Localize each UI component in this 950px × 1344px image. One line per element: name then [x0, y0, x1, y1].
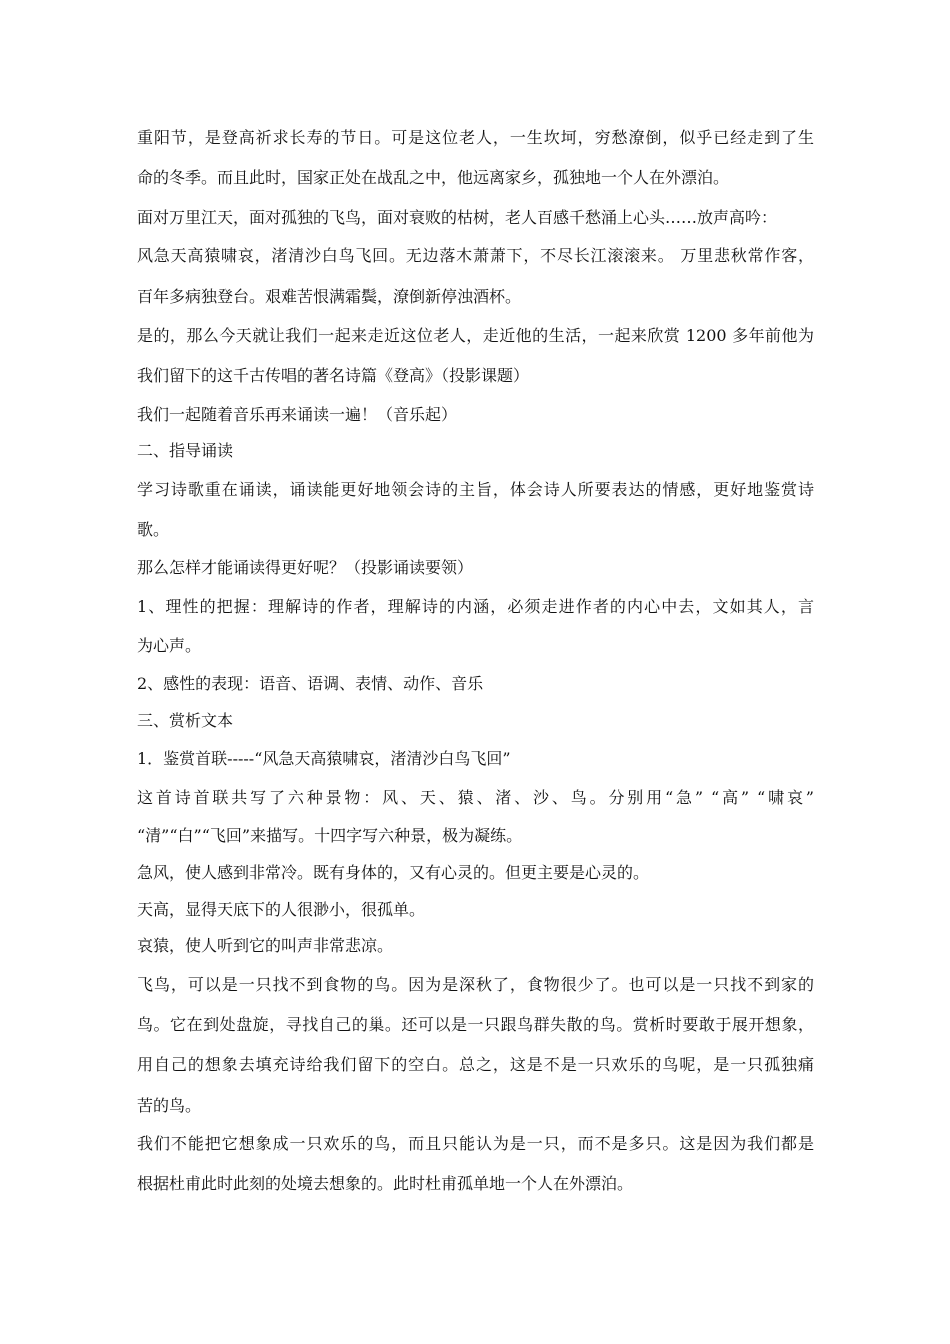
paragraph-line: 面对万里江天，面对孤独的飞鸟，面对衰败的枯树，老人百感千愁涌上心头……放声高吟：	[137, 208, 778, 227]
paragraph-line: 歌。	[137, 520, 170, 539]
list-item: 2、感性的表现：语音、语调、表情、动作、音乐	[137, 674, 484, 693]
paragraph-line: 天高，显得天底下的人很渺小，很孤单。	[137, 900, 426, 919]
paragraph-line: 那么怎样才能诵读得更好呢？（投影诵读要领）	[137, 558, 474, 577]
paragraph-line: 哀猿，使人听到它的叫声非常悲凉。	[137, 936, 394, 955]
paragraph-line: “清”“白”“飞回”来描写。十四字写六种景，极为凝练。	[137, 826, 523, 845]
paragraph-line: 飞鸟，可以是一只找不到食物的鸟。因为是深秋了，食物很少了。也可以是一只找不到家的	[137, 975, 814, 994]
paragraph-line: 是的，那么今天就让我们一起来走近这位老人，走近他的生活，一起来欣赏 1200 多年前他为	[137, 326, 814, 345]
paragraph-line: 用自己的想象去填充诗给我们留下的空白。总之，这是不是一只欢乐的鸟呢，是一只孤独痛	[137, 1055, 814, 1074]
subsection-heading: 1．鉴赏首联-----“风急天高猿啸哀，渚清沙白鸟飞回”	[137, 749, 511, 768]
paragraph-line: 苦的鸟。	[137, 1096, 202, 1115]
paragraph-line: 这首诗首联共写了六种景物：风、天、猿、渚、沙、鸟。分别用“急” “高” “啸哀”	[137, 788, 814, 807]
paragraph-line: 我们留下的这千古传唱的著名诗篇《登高》（投影课题）	[137, 366, 530, 385]
paragraph-line: 急风，使人感到非常冷。既有身体的，又有心灵的。但更主要是心灵的。	[137, 863, 650, 882]
poem-line: 风急天高猿啸哀，渚清沙白鸟飞回。无边落木萧萧下，不尽长江滚滚来。 万里悲秋常作客，	[137, 246, 814, 265]
list-item: 1、理性的把握：理解诗的作者，理解诗的内涵，必须走进作者的内心中去，文如其人，言	[137, 597, 814, 616]
list-item: 为心声。	[137, 636, 202, 655]
paragraph-line: 重阳节，是登高祈求长寿的节日。可是这位老人，一生坎坷，穷愁潦倒，似乎已经走到了生	[137, 128, 814, 147]
paragraph-line: 命的冬季。而且此时，国家正处在战乱之中，他远离家乡，孤独地一个人在外漂泊。	[137, 168, 730, 187]
paragraph-line: 我们不能把它想象成一只欢乐的鸟，而且只能认为是一只，而不是多只。这是因为我们都是	[137, 1134, 814, 1153]
paragraph-line: 鸟。它在到处盘旋，寻找自己的巢。还可以是一只跟鸟群失散的鸟。赏析时要敢于展开想象，	[137, 1015, 814, 1034]
section-heading: 三、赏析文本	[137, 711, 234, 730]
paragraph-line: 学习诗歌重在诵读，诵读能更好地领会诗的主旨，体会诗人所要表达的情感，更好地鉴赏诗	[137, 480, 814, 499]
paragraph-line: 我们一起随着音乐再来诵读一遍！（音乐起）	[137, 405, 458, 424]
section-heading: 二、指导诵读	[137, 441, 234, 460]
poem-line: 百年多病独登台。艰难苦恨满霜鬓，潦倒新停浊酒杯。	[137, 287, 522, 306]
paragraph-line: 根据杜甫此时此刻的处境去想象的。此时杜甫孤单地一个人在外漂泊。	[137, 1174, 634, 1193]
